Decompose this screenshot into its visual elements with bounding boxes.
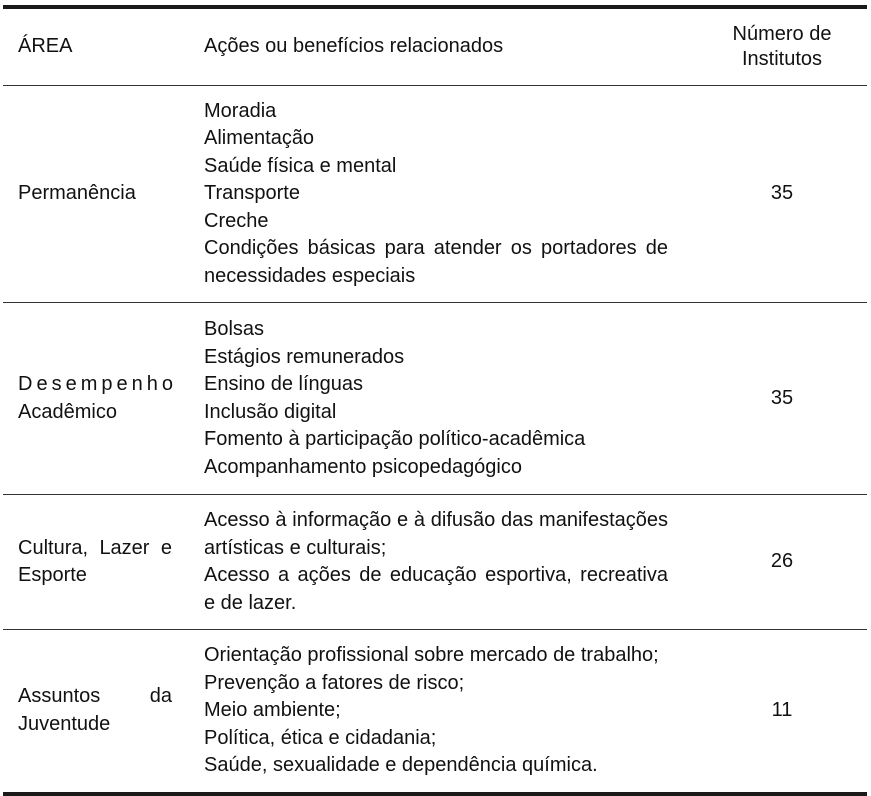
acao-item: Moradia <box>204 99 277 122</box>
acao-item: Saúde física e mental <box>204 154 397 177</box>
acao-item: Condições básicas para atender os portadores de <box>204 237 668 259</box>
header-area: ÁREA <box>18 35 73 57</box>
acao-item: artísticas e culturais; <box>204 536 387 559</box>
acao-item: Estágios remunerados <box>204 345 405 368</box>
area-cell <box>3 630 194 794</box>
area-line-1: Permanência <box>18 182 136 204</box>
acao-item: Prevenção a fatores de risco; <box>204 671 465 694</box>
acao-item: Saúde, sexualidade e dependência química. <box>204 754 598 776</box>
table-row-juventude <box>3 630 867 794</box>
acao-item: Orientação profissional sobre mercado de trabalho; <box>204 644 659 666</box>
acoes-cell <box>194 630 682 794</box>
institutes-table <box>3 5 867 796</box>
area-line-1: Assuntos da <box>18 685 172 708</box>
acoes-cell <box>194 303 682 495</box>
numero-cell: 35 <box>770 386 794 409</box>
acao-item: Alimentação <box>204 127 315 149</box>
area-line-2: Esporte <box>18 564 87 586</box>
acoes-cell <box>194 495 682 630</box>
area-line-2: Acadêmico <box>18 400 117 423</box>
institutes-table-container <box>3 5 867 796</box>
area-line-2: Juventude <box>18 712 111 735</box>
header-acoes: Ações ou benefícios relacionados <box>204 35 504 57</box>
acao-item: e de lazer. <box>204 591 297 614</box>
table-row-cultura <box>3 495 867 630</box>
acao-item: necessidades especiais <box>204 264 416 287</box>
acao-item: Transporte <box>204 182 300 204</box>
area-cell <box>3 85 194 303</box>
numero-cell: 35 <box>770 182 794 204</box>
acao-item: Acesso a ações de educação esportiva, recreativa <box>204 564 668 586</box>
acao-item: Acesso à informação e à difusão das manifestações <box>204 509 668 531</box>
acoes-cell <box>194 85 682 303</box>
acao-item: Acompanhamento psicopedagógico <box>204 455 522 478</box>
acao-item: Política, ética e cidadania; <box>204 726 437 749</box>
area-line-1: Cultura, Lazer e <box>18 536 172 559</box>
area-line-1: Desempenho <box>18 373 177 395</box>
header-numero <box>682 7 867 85</box>
acao-item: Fomento à participação político-acadêmica <box>204 428 586 450</box>
area-cell <box>3 303 194 495</box>
acao-item: Ensino de línguas <box>204 373 364 395</box>
header-numero-line1: Número de <box>732 22 832 45</box>
acao-item: Creche <box>204 209 269 232</box>
numero-cell: 26 <box>770 550 794 573</box>
acao-item: Meio ambiente; <box>204 699 341 721</box>
area-cell <box>3 495 194 630</box>
table-row-permanencia <box>3 85 867 303</box>
table-header-row <box>3 7 867 85</box>
acao-item: Inclusão digital <box>204 400 337 423</box>
acao-item: Bolsas <box>204 318 265 340</box>
header-numero-line2: Institutos <box>741 47 823 70</box>
table-row-desempenho <box>3 303 867 495</box>
numero-cell: 11 <box>771 699 793 721</box>
